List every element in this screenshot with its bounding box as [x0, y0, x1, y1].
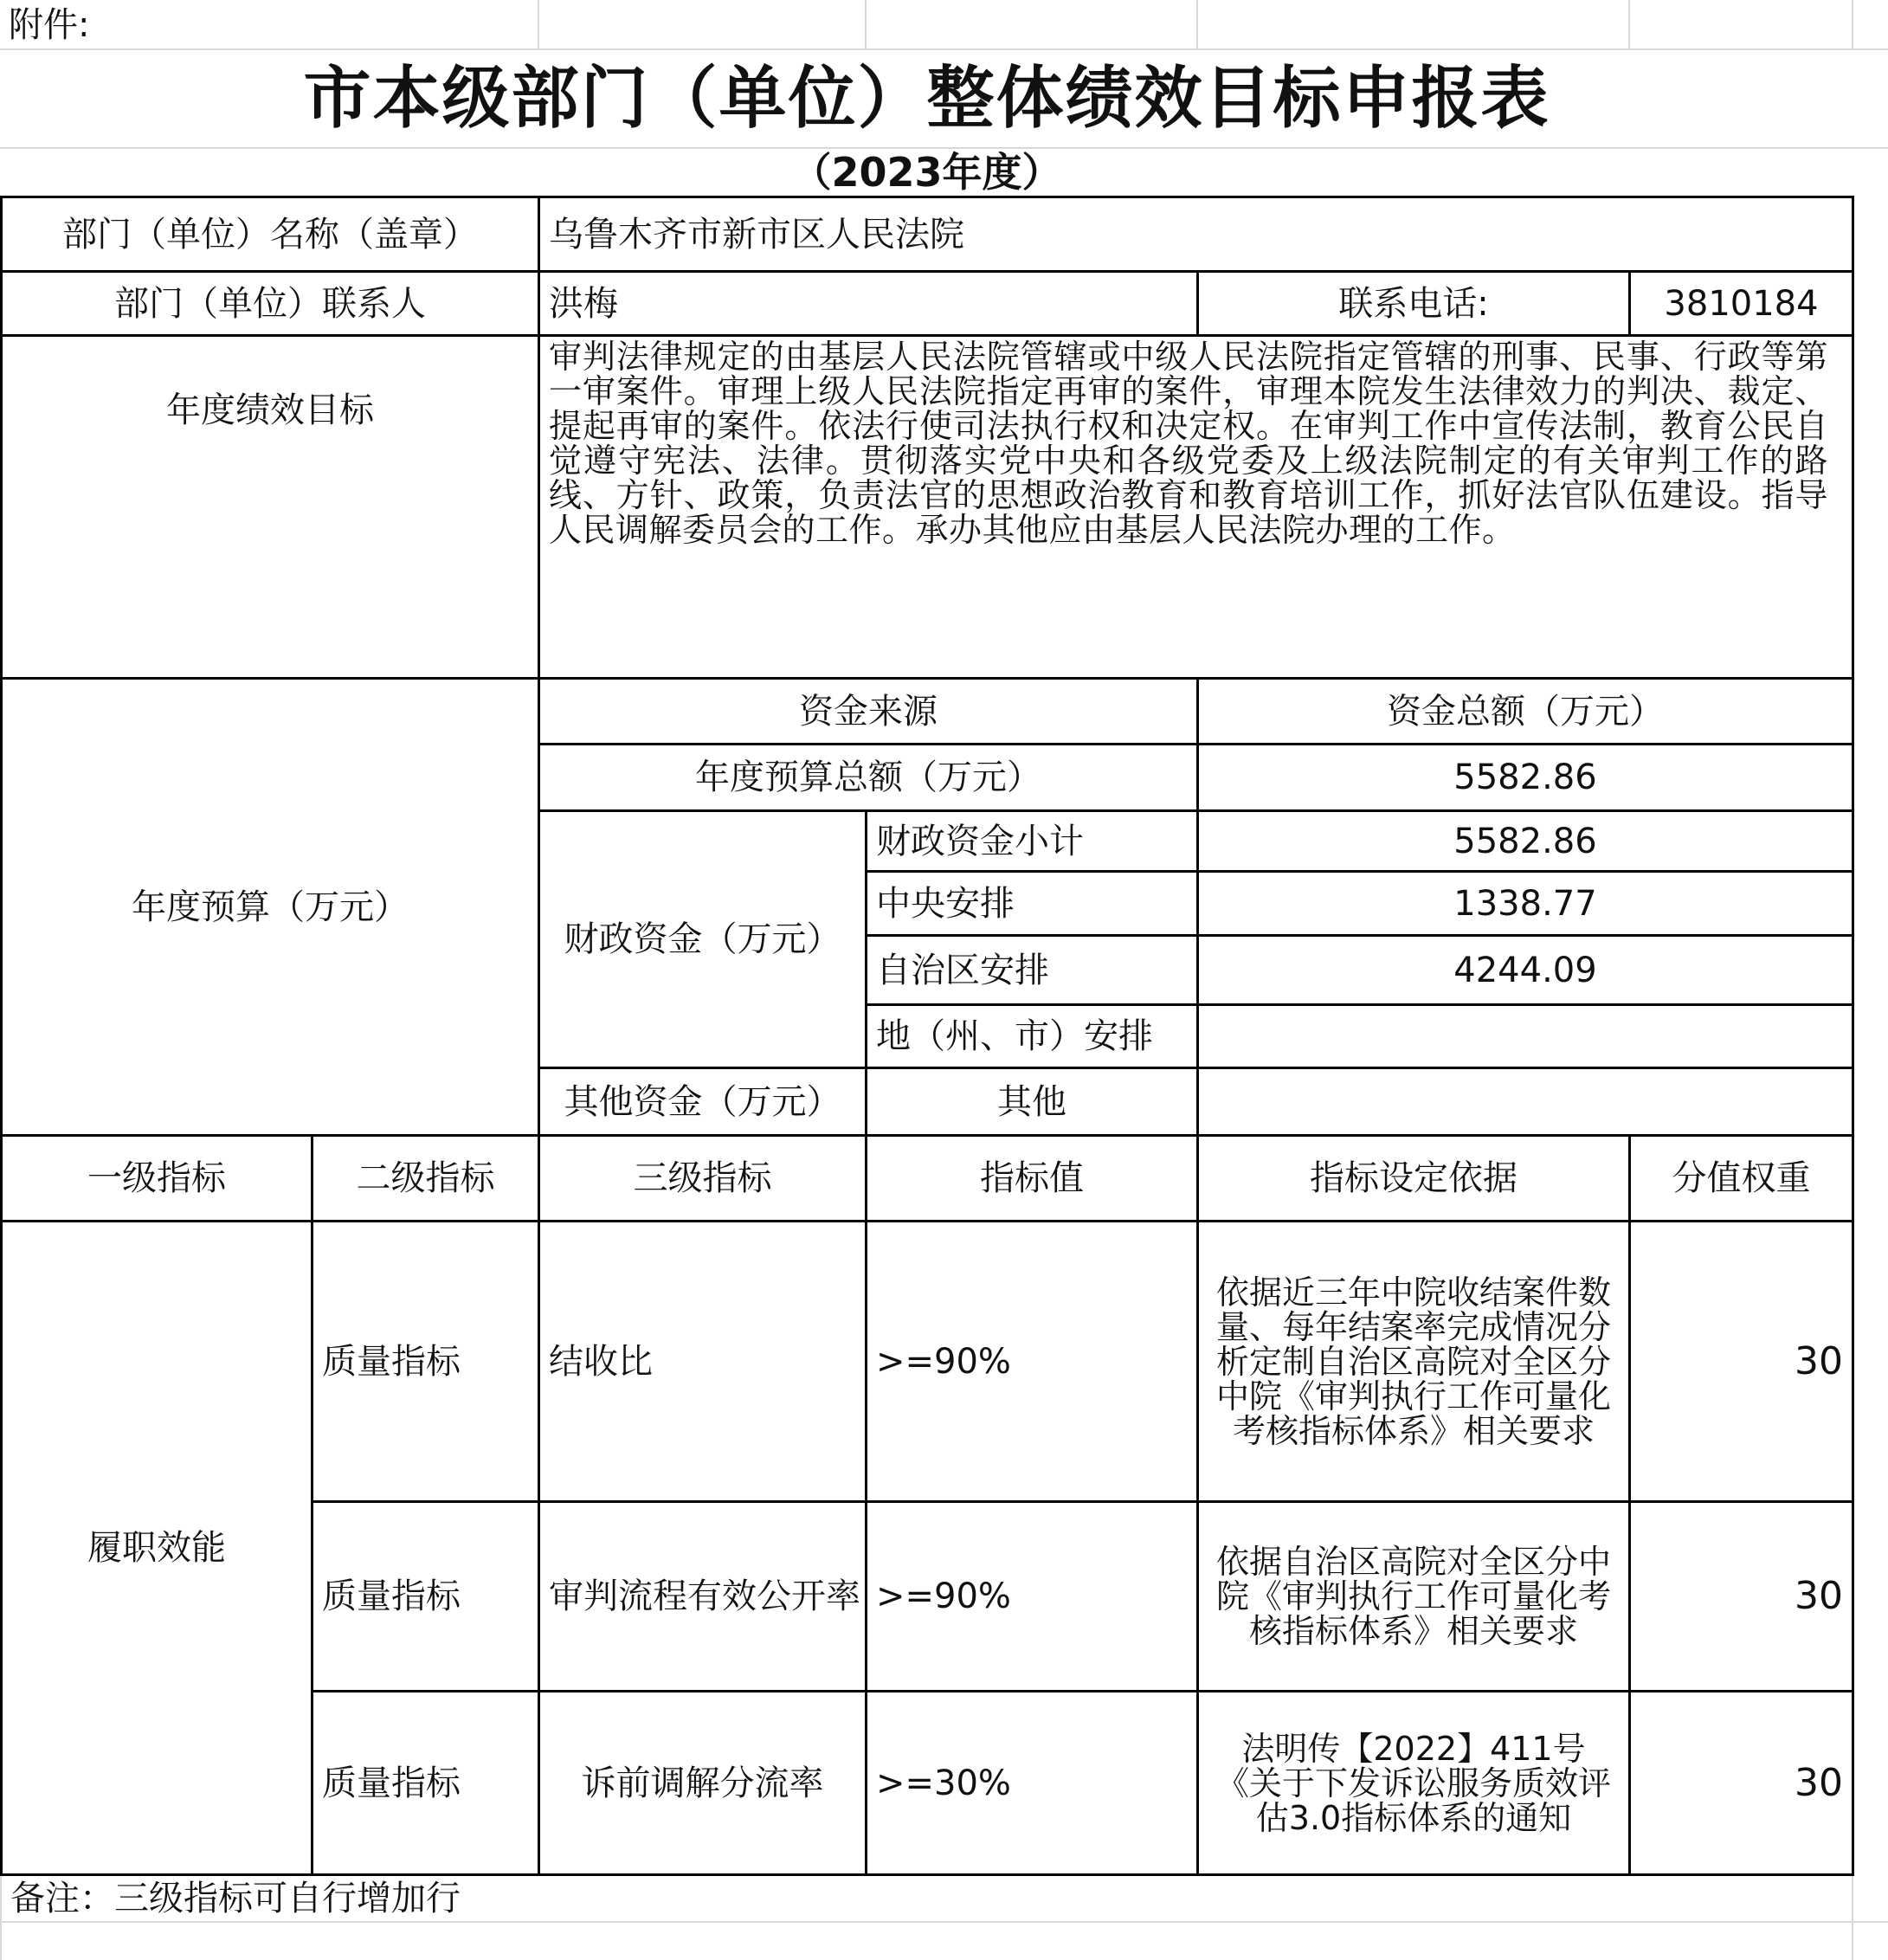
row1-basis[interactable]: 依据近三年中院收结案件数量、每年结案率完成情况分析定制自治区高院对全区分中院《审判执行工作可量化考核指标体系》相关要求 [1216, 1273, 1612, 1450]
header-basis: 指标设定依据 [1310, 1158, 1517, 1198]
fiscal-funds-label: 财政资金（万元） [564, 919, 841, 959]
dept-name-value[interactable]: 乌鲁木齐市新市区人民法院 [549, 214, 964, 255]
row3-value[interactable]: >=30% [876, 1763, 1011, 1803]
row1-level2[interactable]: 质量指标 [322, 1341, 461, 1382]
annual-total-label: 年度预算总额（万元） [695, 758, 1041, 797]
other-funds-label: 其他资金（万元） [564, 1081, 841, 1122]
header-weight: 分值权重 [1672, 1158, 1811, 1198]
row2-basis[interactable]: 依据自治区高院对全区分中院《审判执行工作可量化考核指标体系》相关要求 [1216, 1543, 1612, 1650]
row2-level3[interactable]: 审判流程有效公开率 [549, 1576, 860, 1616]
prefecture-value[interactable] [1199, 1006, 1852, 1067]
region-value[interactable]: 4244.09 [1453, 950, 1597, 990]
central-label: 中央安排 [876, 883, 1015, 924]
level1-indicator: 履职效能 [87, 1528, 226, 1568]
row3-level2[interactable]: 质量指标 [322, 1763, 461, 1803]
fiscal-subtotal-label: 财政资金小计 [876, 821, 1084, 861]
row3-weight[interactable]: 30 [1795, 1760, 1843, 1805]
row3-basis[interactable]: 法明传【2022】411号《关于下发诉讼服务质效评估3.0指标体系的通知 [1216, 1729, 1612, 1837]
page-subtitle: （2023年度） [791, 149, 1062, 196]
goal-text[interactable]: 审判法律规定的由基层人民法院管辖或中级人民法院指定管辖的刑事、民事、行政等第一审案件。审理上级人民法院指定再审的案件，审理本院发生法律效力的判决、裁定、提起再审的案件。依法行使司法执行权和决定权。在审判工作中宣传法制，教育公民自觉遵守宪法、法律。贯彻落实党中央和各级党委及上级法院制定的有关审判工作的路线、方针、政策，负责法官的思想政治教育和教育培训工作，抓好法官队伍建设。指导人民调解委员会的工作。承办其他应由基层人民法院办理的工作。 [549, 338, 1828, 549]
row2-level2[interactable]: 质量指标 [322, 1576, 461, 1616]
footnote: 备注：三级指标可自行增加行 [10, 1879, 461, 1918]
other-sub-label: 其他 [997, 1081, 1066, 1122]
header-level1: 一级指标 [87, 1158, 226, 1198]
region-label: 自治区安排 [876, 950, 1049, 990]
goal-label: 年度绩效目标 [166, 390, 374, 430]
other-funds-value[interactable] [1199, 1069, 1852, 1134]
prefecture-label: 地（州、市）安排 [876, 1016, 1153, 1056]
row1-weight[interactable]: 30 [1795, 1338, 1843, 1383]
header-value: 指标值 [980, 1158, 1084, 1198]
contact-label: 部门（单位）联系人 [114, 283, 426, 324]
fund-total-header: 资金总额（万元） [1387, 691, 1664, 732]
dept-name-label: 部门（单位）名称（盖章） [62, 214, 478, 255]
row2-value[interactable]: >=90% [876, 1576, 1011, 1616]
central-value[interactable]: 1338.77 [1453, 883, 1597, 924]
fund-source-header: 资金来源 [799, 691, 938, 732]
contact-value[interactable]: 洪梅 [549, 283, 618, 324]
row2-weight[interactable]: 30 [1795, 1574, 1843, 1618]
fiscal-subtotal-value[interactable]: 5582.86 [1453, 821, 1597, 861]
row1-value[interactable]: >=90% [876, 1341, 1011, 1382]
phone-label: 联系电话: [1338, 283, 1489, 324]
row3-level3[interactable]: 诉前调解分流率 [581, 1763, 824, 1803]
header-level3: 三级指标 [633, 1158, 772, 1198]
row1-level3[interactable]: 结收比 [549, 1341, 653, 1382]
annual-total-value[interactable]: 5582.86 [1453, 758, 1597, 797]
budget-label: 年度预算（万元） [132, 887, 409, 927]
attachment-label: 附件: [9, 5, 90, 45]
header-level2: 二级指标 [356, 1158, 495, 1198]
phone-value[interactable]: 3810184 [1664, 283, 1819, 324]
page-title: 市本级部门（单位）整体绩效目标申报表 [303, 60, 1550, 138]
